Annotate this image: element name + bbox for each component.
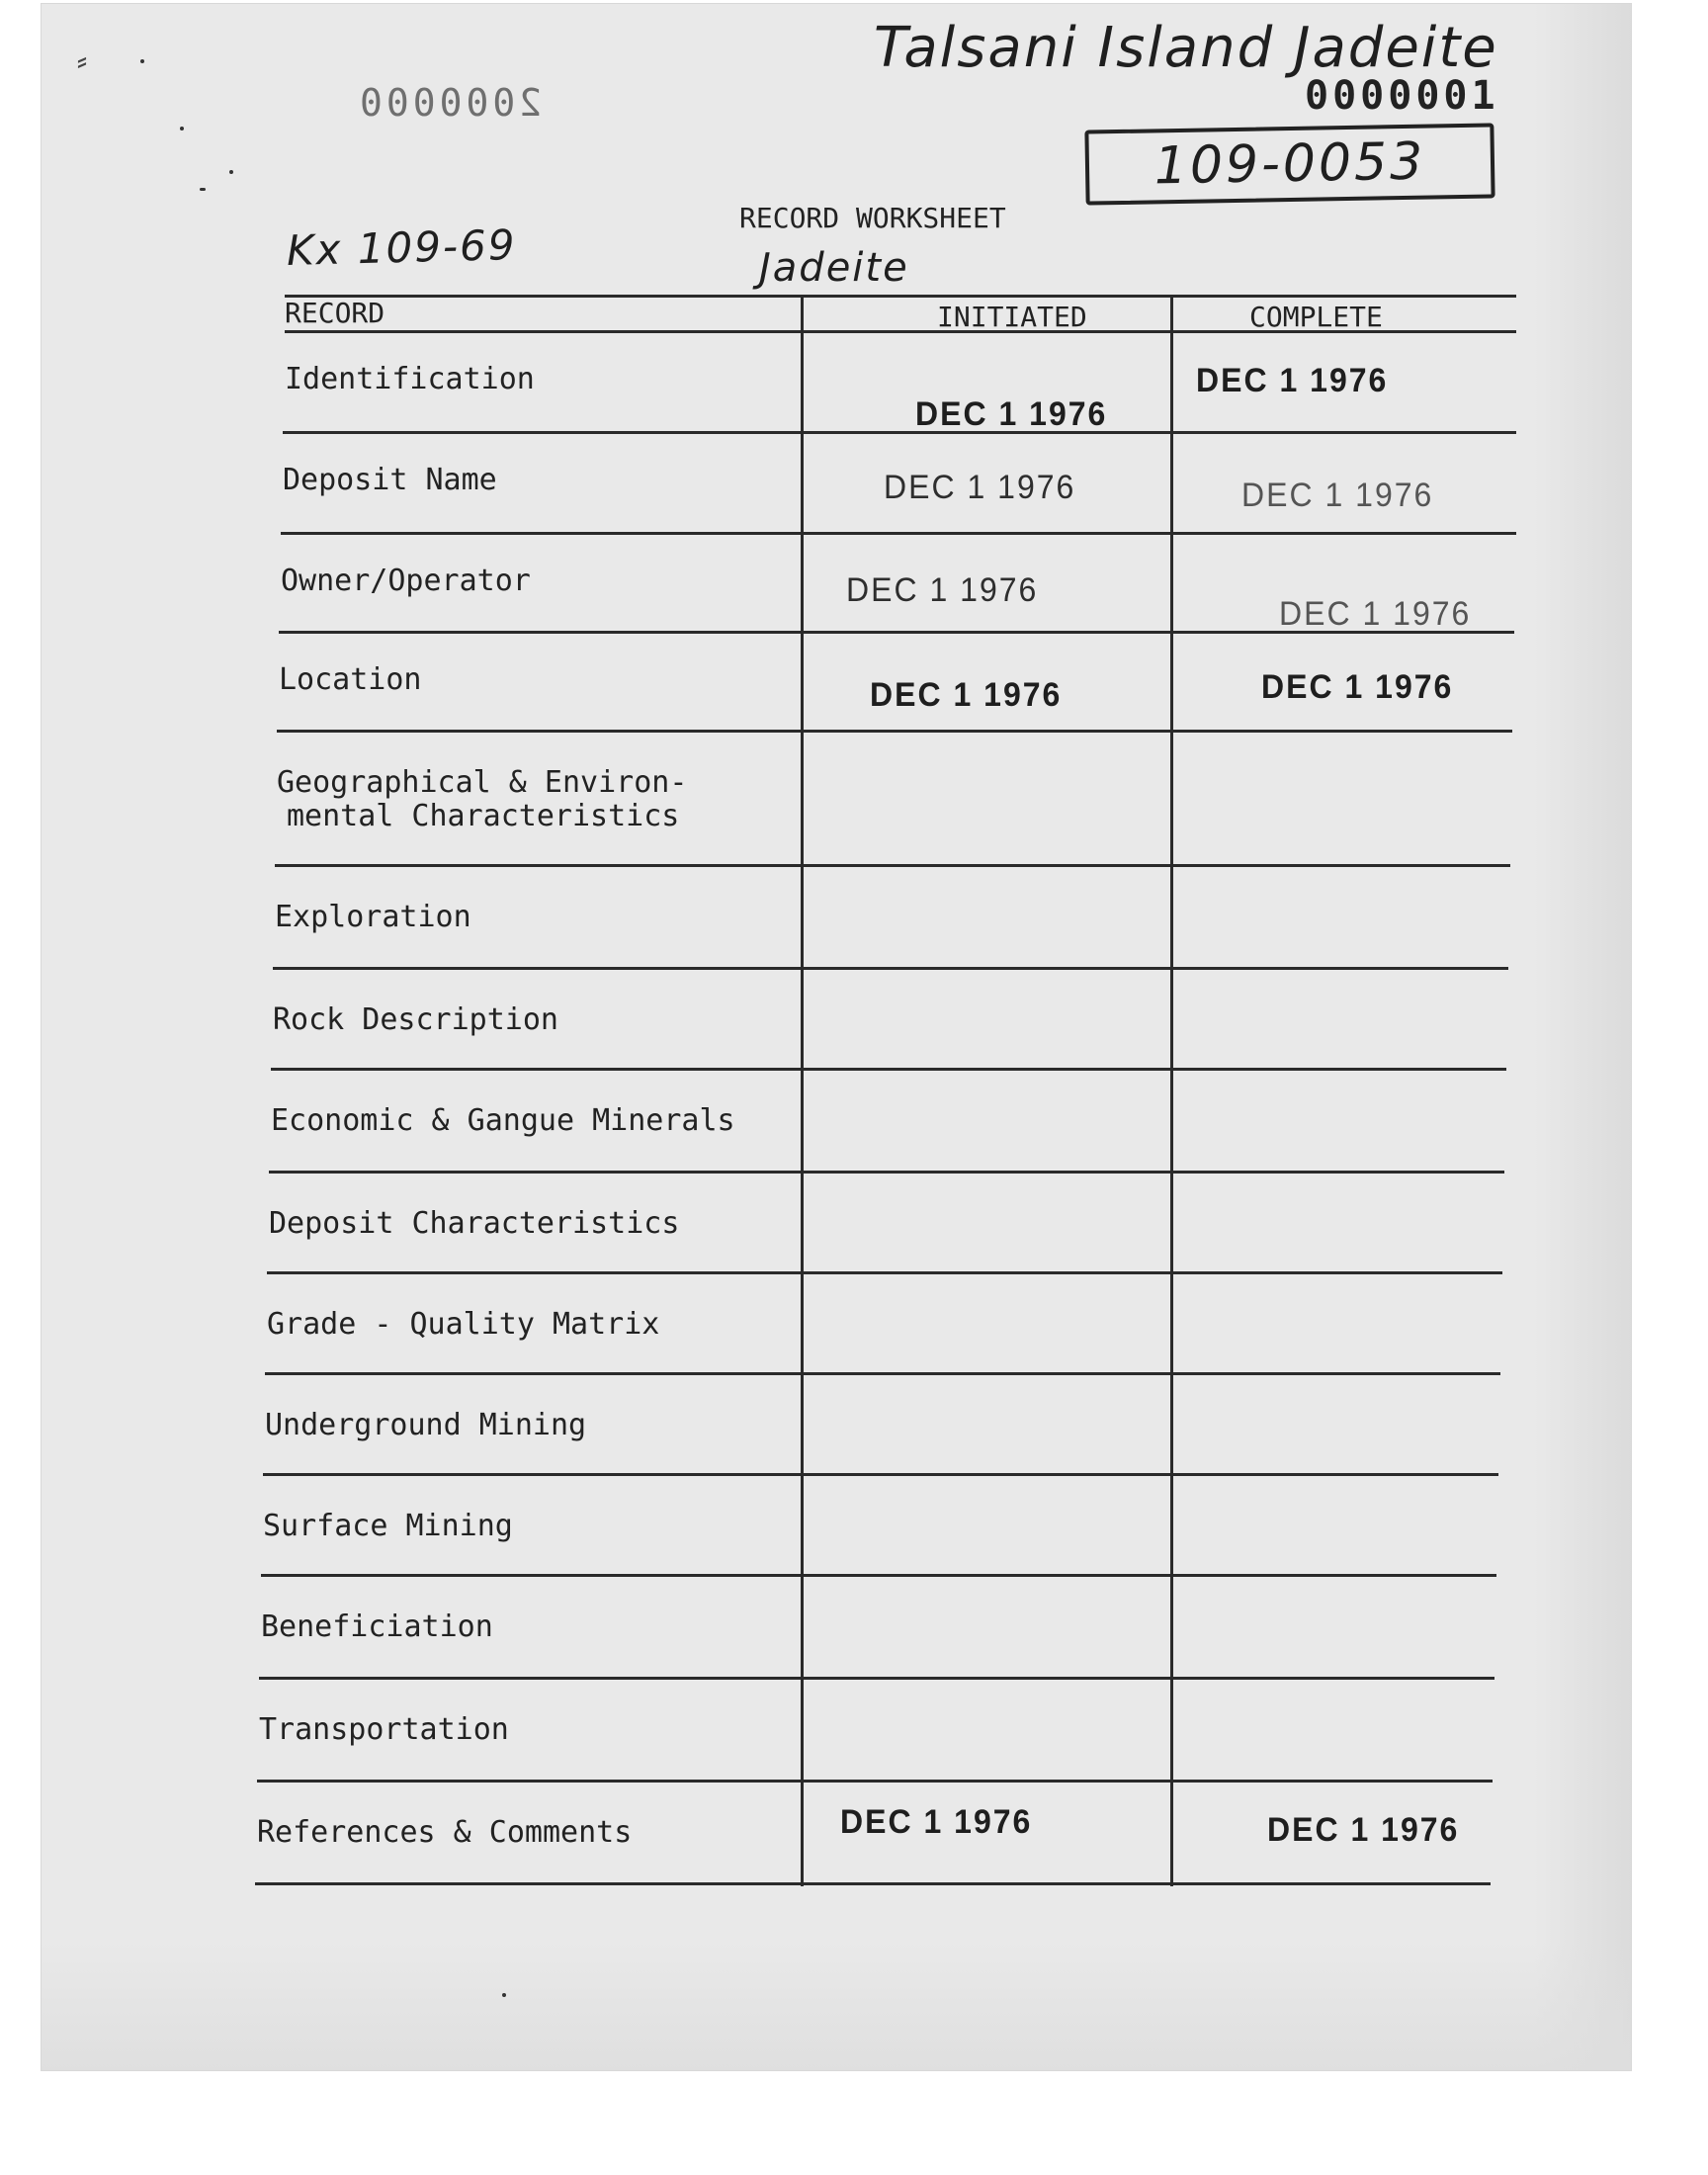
row-label-exploration: Exploration <box>275 900 471 934</box>
column-header-initiated: INITIATED <box>937 301 1087 333</box>
row-rule <box>267 1271 1502 1274</box>
row-rule <box>269 1171 1504 1174</box>
row-label-geographical-line1: Geographical & Environ- <box>277 765 688 800</box>
row-label-surface-mining: Surface Mining <box>263 1509 513 1543</box>
initiated-date-stamp: DEC 1 1976 <box>915 393 1108 433</box>
row-rule <box>259 1677 1494 1680</box>
row-rule <box>273 967 1508 970</box>
scan-speck <box>140 59 144 63</box>
initiated-date-stamp: DEC 1 1976 <box>840 1801 1033 1841</box>
table-bottom-rule <box>255 1882 1491 1885</box>
worksheet-title: RECORD WORKSHEET <box>739 202 1006 234</box>
row-label-rock-description: Rock Description <box>273 1002 558 1037</box>
scan-speck <box>200 188 206 191</box>
document-page <box>42 4 1631 2070</box>
scan-speck <box>229 170 233 174</box>
row-rule <box>263 1473 1498 1476</box>
page-shading <box>1534 4 1631 2070</box>
document-number: 0000001 <box>1305 73 1499 119</box>
row-rule <box>277 730 1512 733</box>
row-rule <box>281 532 1516 535</box>
complete-date-stamp: DEC 1 1976 <box>1261 666 1454 706</box>
scan-speck <box>502 1993 506 1997</box>
row-label-transportation: Transportation <box>259 1712 509 1747</box>
row-label-geographical-line2: mental Characteristics <box>287 799 680 833</box>
row-label-references-comments: References & Comments <box>257 1815 633 1850</box>
page-shading-bottom <box>42 1942 1631 2070</box>
row-label-owner-operator: Owner/Operator <box>281 564 531 598</box>
column-header-record: RECORD <box>285 297 385 329</box>
row-label-beneficiation: Beneficiation <box>261 1610 493 1644</box>
initiated-date-stamp: DEC 1 1976 <box>884 467 1076 506</box>
row-label-grade-quality-matrix: Grade - Quality Matrix <box>267 1307 660 1342</box>
record-id-box: 109-0053 <box>1084 123 1494 205</box>
mirrored-stamp-number: 2000000 <box>356 81 543 125</box>
row-label-identification: Identification <box>285 362 535 396</box>
complete-date-stamp: DEC 1 1976 <box>1267 1809 1460 1849</box>
scan-speck <box>180 127 184 130</box>
column-header-complete: COMPLETE <box>1249 301 1383 333</box>
complete-date-stamp: DEC 1 1976 <box>1196 360 1389 399</box>
row-label-deposit-name: Deposit Name <box>283 463 497 497</box>
handwritten-title: Talsani Island Jadeite <box>874 16 1498 80</box>
row-rule <box>275 864 1510 867</box>
kx-reference: Kx 109-69 <box>286 219 518 276</box>
row-label-underground-mining: Underground Mining <box>265 1408 587 1442</box>
row-rule <box>283 431 1516 434</box>
row-rule <box>271 1068 1506 1071</box>
initiated-date-stamp: DEC 1 1976 <box>870 674 1063 714</box>
row-label-location: Location <box>279 662 422 697</box>
row-rule <box>265 1372 1500 1375</box>
row-label-deposit-characteristics: Deposit Characteristics <box>269 1206 680 1241</box>
complete-date-stamp: DEC 1 1976 <box>1241 475 1434 514</box>
row-rule <box>257 1780 1493 1783</box>
scan-mark: ⸗ <box>77 44 87 78</box>
complete-date-stamp: DEC 1 1976 <box>1279 593 1472 633</box>
initiated-date-stamp: DEC 1 1976 <box>846 569 1039 609</box>
table-top-rule <box>285 295 1516 298</box>
worksheet-subtitle: Jadeite <box>759 245 909 291</box>
row-label-economic-gangue-minerals: Economic & Gangue Minerals <box>271 1103 735 1138</box>
row-rule <box>261 1574 1496 1577</box>
